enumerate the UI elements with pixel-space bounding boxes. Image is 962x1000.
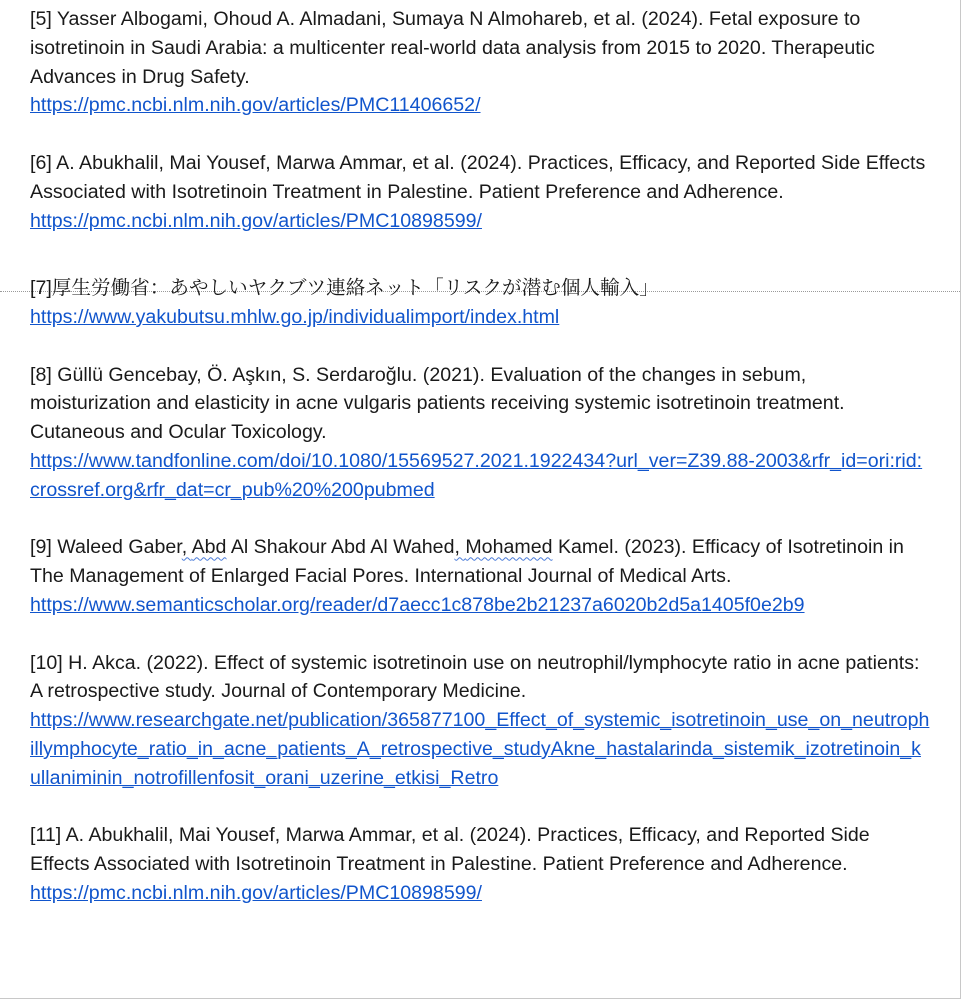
page-break-spacer bbox=[30, 264, 930, 274]
reference-9-part: Abd bbox=[191, 536, 227, 559]
spellcheck-flag[interactable] bbox=[454, 536, 552, 558]
reference-5-link[interactable]: https://pmc.ncbi.nlm.nih.gov/articles/PMC11406652/ bbox=[30, 94, 481, 117]
reference-5 bbox=[30, 5, 930, 120]
reference-9-part: Mohamed bbox=[465, 536, 553, 559]
reference-8-citation: [8] Güllü Gencebay, Ö. Aşkın, S. Serdaroğlu. (2021). Evaluation of the changes in sebum, moisturization and elasticity in acne vulgaris patients receiving systemic isotretinoin treatment. Cutaneous and Ocular Toxicology. bbox=[30, 363, 845, 444]
reference-10 bbox=[30, 649, 930, 793]
reference-11 bbox=[30, 821, 930, 907]
reference-9-part: Al Shakour Abd Al Wahed bbox=[226, 536, 455, 559]
reference-7-link[interactable]: https://www.yakubutsu.mhlw.go.jp/individualimport/index.html bbox=[30, 305, 560, 328]
reference-6-citation: [6] A. Abukhalil, Mai Yousef, Marwa Ammar, et al. (2024). Practices, Efficacy, and Reported Side Effects Associated with Isotretinoin Treatment in Palestine. Patient Preference and Adherence. bbox=[30, 151, 926, 203]
reference-6-link[interactable]: https://pmc.ncbi.nlm.nih.gov/articles/PMC10898599/ bbox=[30, 209, 482, 232]
reference-9-link[interactable]: https://www.semanticscholar.org/reader/d7aecc1c878be2b21237a6020b2d5a1405f0e2b9 bbox=[30, 593, 805, 616]
reference-9-part: Kamel. (2023). Efficacy of Isotretinoin in The Management of Enlarged Facial Pores. International Journal of Medical Arts. bbox=[30, 536, 904, 588]
reference-7 bbox=[30, 274, 930, 332]
reference-11-citation: [11] A. Abukhalil, Mai Yousef, Marwa Ammar, et al. (2024). Practices, Efficacy, and Reported Side Effects Associated with Isotretinoin Treatment in Palestine. Patient Preference and Adherence. bbox=[30, 824, 870, 876]
spellcheck-flag[interactable] bbox=[182, 536, 227, 558]
reference-11-link[interactable]: https://pmc.ncbi.nlm.nih.gov/articles/PMC10898599/ bbox=[30, 881, 482, 904]
reference-7-citation: [7]厚生労働省：あやしいヤクブツ連絡ネット「リスクが潜む個人輸入」 bbox=[30, 277, 659, 300]
reference-6 bbox=[30, 149, 930, 235]
reference-8 bbox=[30, 361, 930, 505]
reference-10-citation: [10] H. Akca. (2022). Effect of systemic isotretinoin use on neutrophil/lymphocyte ratio in acne patients: A retrospective study. Journal of Contemporary Medicine. bbox=[30, 651, 920, 703]
reference-9-citation bbox=[30, 533, 930, 591]
reference-9-part: [9] Waleed Gaber bbox=[30, 536, 182, 559]
reference-9-part: , bbox=[181, 536, 192, 559]
reference-10-link[interactable]: https://www.researchgate.net/publication/365877100_Effect_of_systemic_isotretinoin_use_on_neutrophillymphocyte_ratio_in_acne_patients_A_retrospective_studyAkne_hastalarinda_sistemik_izotretinoin_kullaniminin_notrofillenfosit_orani_uzerine_etkisi_Retro bbox=[30, 709, 930, 789]
reference-5-citation: [5] Yasser Albogami, Ohoud A. Almadani, Sumaya N Almohareb, et al. (2024). Fetal exposure to isotretinoin in Saudi Arabia: a multicenter real-world data analysis from 2015 to 2020. Therapeutic Advances in Drug Safety. bbox=[30, 8, 875, 88]
reference-list bbox=[30, 5, 930, 937]
reference-8-link[interactable]: https://www.tandfonline.com/doi/10.1080/15569527.2021.1922434?url_ver=Z39.88-2003&rfr_id=ori:rid:crossref.org&rfr_dat=cr_pub%20%200pubmed bbox=[30, 449, 923, 501]
reference-9 bbox=[30, 533, 930, 619]
reference-9-part: , bbox=[454, 536, 466, 559]
